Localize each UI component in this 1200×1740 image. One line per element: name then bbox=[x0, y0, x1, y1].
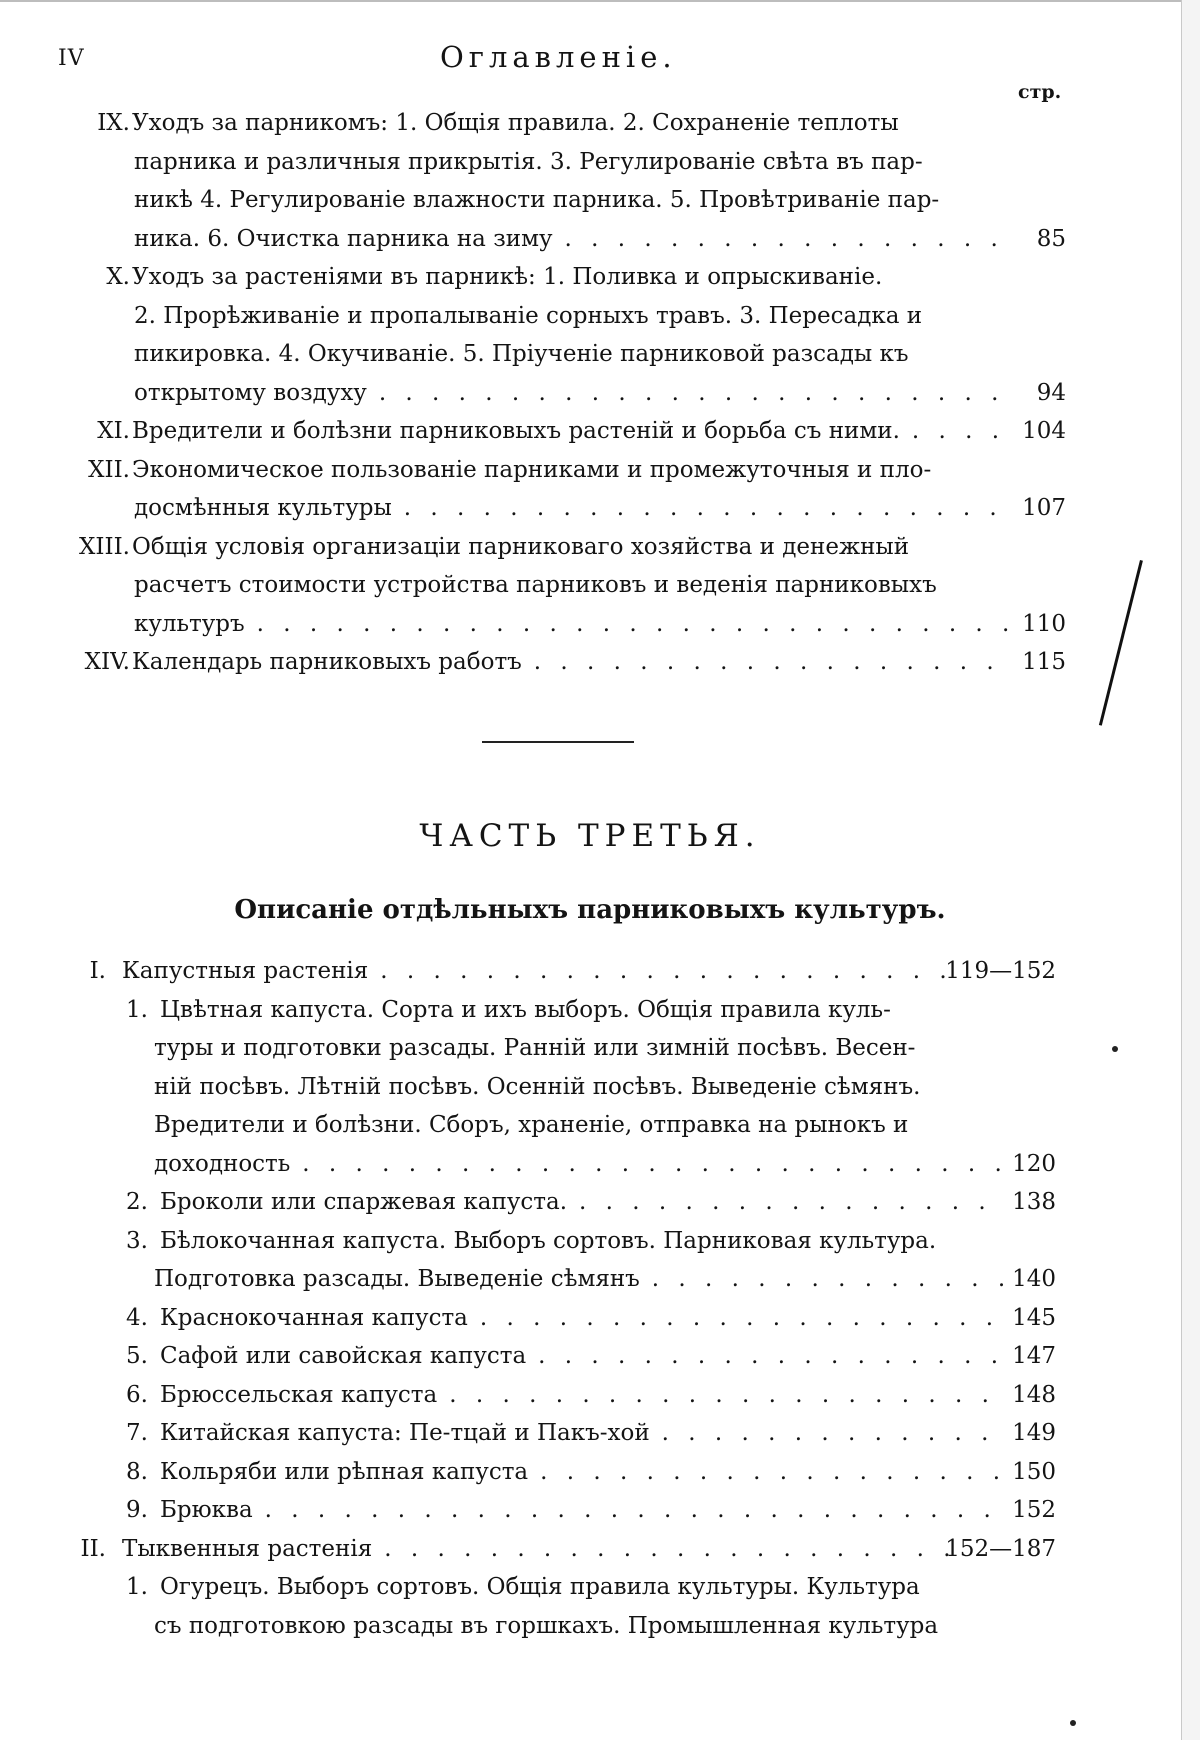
toc-entry-number: 7. bbox=[126, 1420, 148, 1446]
ink-speck bbox=[1070, 1720, 1076, 1726]
part-title: ЧАСТЬ ТРЕТЬЯ. bbox=[419, 818, 761, 854]
toc-leader-dots bbox=[540, 1453, 1004, 1491]
toc-entry-text: Экономическое пользованіе парниками и промежуточныя и пло- bbox=[132, 456, 932, 483]
toc-entry-text: Уходъ за растеніями въ парникѣ: 1. Поливка и опрыскиваніе. bbox=[132, 264, 883, 290]
page-header-title: Оглавленіе. bbox=[440, 40, 677, 74]
toc-entry-text: Уходъ за парникомъ: 1. Общія правила. 2. Сохраненіе теплоты bbox=[132, 110, 899, 136]
toc-entry-text: туры и подготовки разсады. Ранній или зимній посѣвъ. Весен- bbox=[154, 1035, 916, 1061]
toc-entry-text: 2. Прорѣживаніе и пропалываніе сорныхъ травъ. 3. Пересадка и bbox=[134, 302, 923, 329]
toc-page-number: 147 bbox=[1012, 1343, 1056, 1369]
toc-entry-text: Броколи или спаржевая капуста. bbox=[160, 1189, 568, 1215]
toc-leader-dots bbox=[534, 643, 1014, 681]
toc-entry-text: Огурецъ. Выборъ сортовъ. Общія правила культуры. Культура bbox=[160, 1574, 920, 1600]
toc-page-number: 107 bbox=[1022, 495, 1066, 521]
toc-page-number: 152 bbox=[1012, 1497, 1056, 1523]
section-divider bbox=[482, 741, 634, 743]
toc-entry-number: II. bbox=[80, 1535, 106, 1562]
toc-entry-text: Сафой или савойская капуста bbox=[160, 1343, 527, 1369]
toc-entry-text: Тыквенныя растенія bbox=[122, 1535, 373, 1562]
toc-entry-number: 4. bbox=[126, 1304, 148, 1331]
toc-leader-dots bbox=[384, 1530, 959, 1568]
toc-page-number: 138 bbox=[1012, 1189, 1056, 1215]
toc-entry-text: парника и различныя прикрытія. 3. Регулированіе свѣта въ пар- bbox=[134, 148, 923, 175]
pencil-mark bbox=[1099, 560, 1143, 726]
toc-entry-number: 9. bbox=[126, 1497, 148, 1523]
toc-entry-text: Вредители и болѣзни парниковыхъ растеній и борьба съ ними. bbox=[132, 418, 900, 444]
toc-leader-dots bbox=[302, 1145, 1004, 1183]
toc-page-number: 150 bbox=[1012, 1458, 1056, 1485]
toc-page-number: 94 bbox=[1036, 379, 1066, 406]
toc-entry-text: Общія условія организаціи парниковаго хозяйства и денежный bbox=[132, 533, 910, 560]
toc-entry-text: Подготовка разсады. Выведеніе сѣмянъ bbox=[154, 1266, 640, 1292]
toc-entry-number: 1. bbox=[126, 996, 148, 1023]
toc-entry-number: XIV. bbox=[84, 649, 130, 675]
toc-entry-text: Календарь парниковыхъ работъ bbox=[132, 649, 522, 675]
toc-entry-number: 5. bbox=[126, 1343, 148, 1369]
toc-page-number: 149 bbox=[1012, 1420, 1056, 1446]
toc-entry-text: Брюссельская капуста bbox=[160, 1381, 438, 1408]
toc-leader-dots bbox=[257, 605, 1014, 643]
toc-entry-text: Вредители и болѣзни. Сборъ, храненіе, отправка на рынокъ и bbox=[154, 1112, 909, 1138]
toc-page-number: 115 bbox=[1022, 649, 1066, 675]
toc-page-number: 140 bbox=[1012, 1266, 1056, 1292]
toc-page-number: 148 bbox=[1012, 1381, 1056, 1408]
toc-entry-text: Кольряби или рѣпная капуста bbox=[160, 1458, 529, 1485]
toc-entry-text: Капустныя растенія bbox=[122, 958, 369, 984]
toc-entry-text: Китайская капуста: Пе-тцай и Пакъ-хой bbox=[160, 1420, 650, 1446]
toc-entry-text: никѣ 4. Регулированіе влажности парника. 5. Провѣтриваніе пар- bbox=[134, 187, 940, 213]
part-subtitle: Описаніе отдѣльныхъ парниковыхъ культуръ. bbox=[234, 895, 946, 925]
toc-entry-text: пикировка. 4. Окучиваніе. 5. Пріученіе парниковой разсады къ bbox=[134, 341, 909, 367]
toc-entry-text: открытому воздуху bbox=[134, 379, 367, 406]
toc-leader-dots bbox=[480, 1299, 1004, 1337]
toc-entry-number: XII. bbox=[88, 456, 130, 483]
ink-speck bbox=[1112, 1046, 1118, 1052]
toc-page-number: 145 bbox=[1012, 1304, 1056, 1331]
toc-entry-text: культуръ bbox=[134, 610, 245, 637]
toc-leader-dots bbox=[379, 374, 1014, 412]
page-column-label: стр. bbox=[1018, 81, 1062, 103]
toc-entry-text: Бѣлокочанная капуста. Выборъ сортовъ. Парниковая культура. bbox=[160, 1227, 937, 1254]
toc-entry-text: ній посѣвъ. Лѣтній посѣвъ. Осенній посѣвъ. Выведеніе сѣмянъ. bbox=[154, 1073, 921, 1100]
toc-entry-number: IX. bbox=[97, 110, 130, 136]
toc-entry-text: Цвѣтная капуста. Сорта и ихъ выборъ. Общія правила куль- bbox=[160, 996, 891, 1023]
toc-page-number: 85 bbox=[1036, 225, 1066, 252]
toc-entry-number: X. bbox=[106, 264, 130, 290]
toc-page-number: 152—187 bbox=[945, 1535, 1056, 1562]
toc-page-number: 120 bbox=[1012, 1150, 1056, 1177]
toc-leader-dots bbox=[449, 1376, 1004, 1414]
toc-entry-number: XIII. bbox=[79, 533, 130, 560]
page-right-edge bbox=[1181, 0, 1200, 1740]
toc-entry-number: 2. bbox=[126, 1189, 148, 1215]
toc-leader-dots bbox=[538, 1337, 1004, 1375]
toc-entry-text: ника. 6. Очистка парника на зиму bbox=[134, 225, 553, 252]
toc-entry-number: 1. bbox=[126, 1574, 148, 1600]
toc-page-number: 110 bbox=[1022, 610, 1066, 637]
toc-leader-dots bbox=[404, 489, 1014, 527]
toc-leader-dots bbox=[265, 1491, 1004, 1529]
toc-entry-text: Брюква bbox=[160, 1497, 253, 1523]
toc-entry-text: доходность bbox=[154, 1150, 291, 1177]
toc-entry-number: 3. bbox=[126, 1227, 148, 1254]
toc-leader-dots bbox=[380, 952, 959, 990]
toc-entry-text: съ подготовкою разсады въ горшкахъ. Промышленная культура bbox=[154, 1612, 939, 1639]
toc-entry-text: Краснокочанная капуста bbox=[160, 1304, 468, 1331]
page-number: IV bbox=[58, 46, 85, 71]
toc-page-number: 119—152 bbox=[945, 958, 1056, 984]
toc-entry-number: I. bbox=[89, 958, 106, 984]
toc-page-number: 104 bbox=[1022, 418, 1066, 444]
page-top-edge bbox=[0, 0, 1182, 2]
toc-entry-number: 8. bbox=[126, 1458, 148, 1485]
toc-entry-text: досмѣнныя культуры bbox=[134, 495, 392, 521]
toc-entry-number: XI. bbox=[97, 418, 130, 444]
toc-entry-number: 6. bbox=[126, 1381, 148, 1408]
toc-entry-text: расчетъ стоимости устройства парниковъ и веденія парниковыхъ bbox=[134, 572, 937, 598]
